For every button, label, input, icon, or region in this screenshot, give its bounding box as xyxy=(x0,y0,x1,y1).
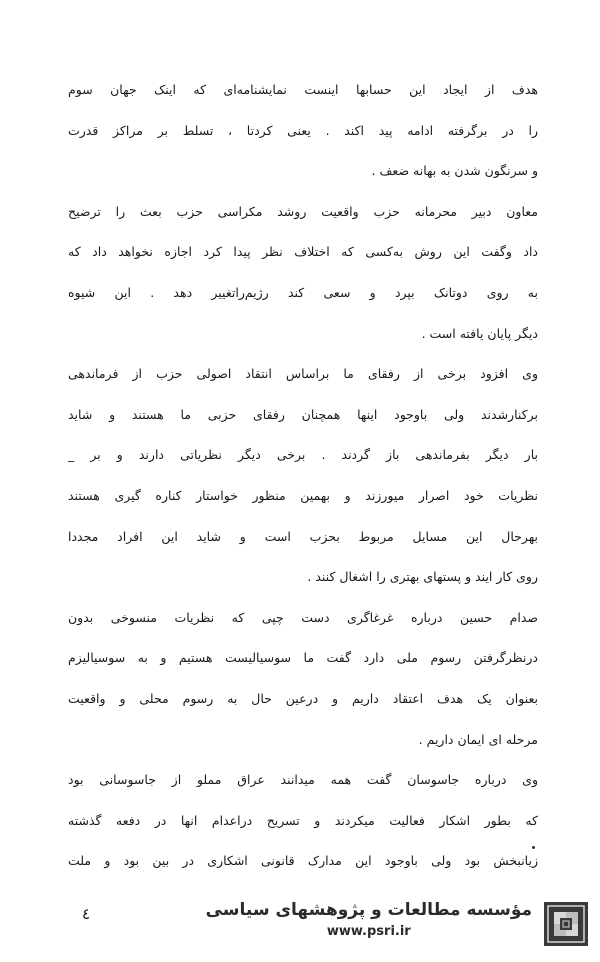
text-line: داد وگفت این روش به‌کسی که اختلاف نظر پیدا کرد اجازه نخواهد داد که xyxy=(68,244,538,260)
text-line: معاون دبیر محرمانه حزب واقعیت روشد مکراسی حزب بعث را ترضیح xyxy=(68,203,538,219)
text-line: که بطور اشکار فعالیت میکردند و تسریح دراعدام انها در دفعه گذشته xyxy=(68,812,538,828)
institute-name: مؤسسه مطالعات و پژوهشهای سیاسی xyxy=(205,900,532,920)
text-line: بار دیگر بفرماندهی باز گردند . برخی دیگر نظریاتی دارند و بر _ xyxy=(68,447,538,463)
ink-speck xyxy=(532,846,535,849)
footer-text xyxy=(206,900,532,939)
psri-logo-icon xyxy=(544,902,588,946)
text-line: به روی دوتانک بپرد و سعی کند رژیم‌راتغییر دهد . این شیوه xyxy=(68,284,538,300)
institute-footer xyxy=(205,898,588,954)
text-line: زیانبخش بود ولی باوجود این مدارک قانونی اشکاری در بین بود و ملت xyxy=(68,853,538,869)
institute-url[interactable]: www.psri.ir xyxy=(326,924,411,939)
text-line: بعنوان یک هدف اعتقاد داریم و درعین حال به رسوم محلی و واقعیت xyxy=(68,690,538,706)
document-body xyxy=(68,70,538,882)
text-line: مرحله ای ایمان داریم . xyxy=(418,731,538,747)
text-line: و سرنگون شدن به بهانه ضعف . xyxy=(371,163,538,179)
text-line: هدف از ایجاد این حسابها اینست نمایشنامه‌ای که اینک جهان سوم xyxy=(68,82,538,97)
text-line: نظریات خود اصرار میورزند و بهمین منظور خواستار کناره گیری هستند xyxy=(68,487,538,503)
text-line: صدام حسین درباره غرغاگری دست چپی که نظریات منسوخی بدون xyxy=(68,609,538,625)
text-line: برکنارشدند ولی باوجود اینها همچنان رفقای حزبی ما هستند و شاید xyxy=(68,406,538,422)
text-line: را در برگرفته ادامه پید اکند . یعنی کردتا ، تسلط بر مراکز قدرت xyxy=(68,122,538,138)
text-line: بهرحال این مسایل مربوط بحزب است و شاید این افراد مجددا xyxy=(68,528,538,544)
text-line: وی درباره جاسوسان گفت همه میدانند عراق مملو از جاسوسانی بود xyxy=(68,772,538,788)
text-line: روی کار ایند و پستهای بهتری را اشغال کنند . xyxy=(307,569,538,585)
text-line: وی افزود برخی از رفقای ما براساس انتقاد اصولی حزب از فرماندهی xyxy=(68,366,538,382)
text-line: دیگر پایان یافته است . xyxy=(421,325,538,341)
page-number: ٤ xyxy=(82,905,91,923)
text-line: درنظرگرفتن رسوم ملی دارد گفت ما سوسیالیست هستیم و به سوسیالیزم xyxy=(68,650,538,666)
